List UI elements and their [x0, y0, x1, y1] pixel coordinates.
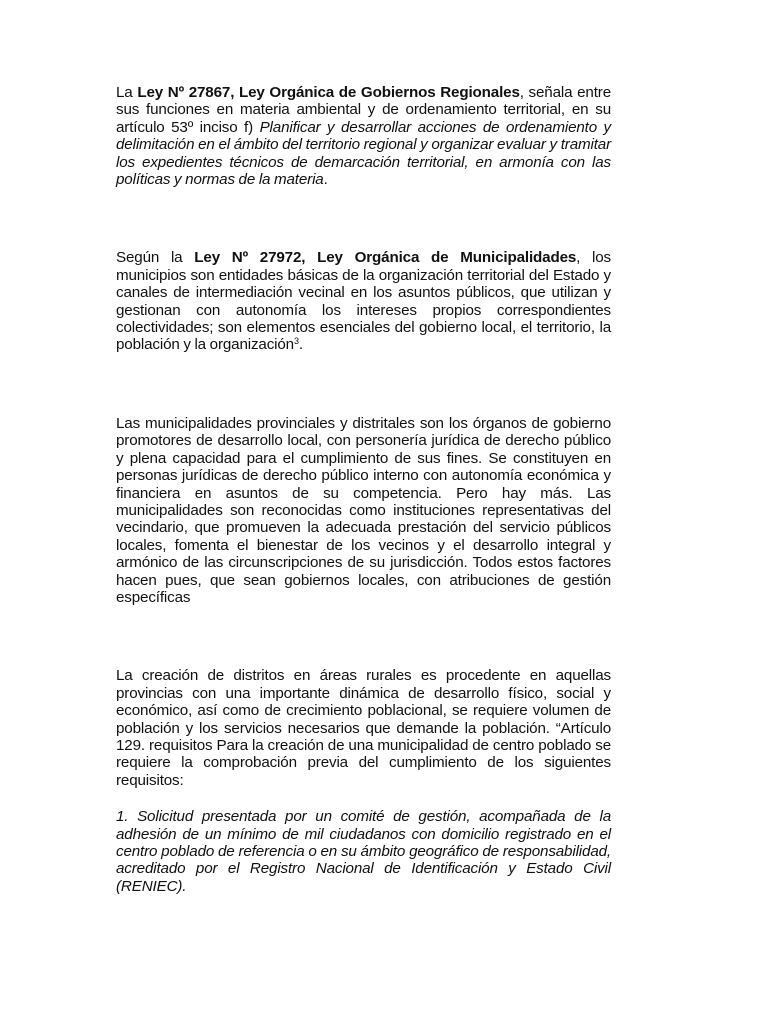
requirement-item-1: 1. Solicitud presentada por un comité de gestión, acompañada de la adhesión de un mínimo de mil ciudadanos con domicilio registrado en el centro poblado de referencia o en su ámbito geográfico de responsabilidad, acreditado por el Registro Nacional de Identificación y Estado Civil (RENIEC).	[116, 808, 611, 895]
paragraph-gobiernos-regionales	[116, 84, 611, 188]
law-citation-27972: Ley Nº 27972, Ley Orgánica de Municipalidades	[194, 249, 577, 267]
footnote-reference: 3	[293, 336, 299, 347]
text-segment: .	[323, 171, 328, 189]
quoted-article-53f: Planificar y desarrollar acciones de ordenamiento y delimitación en el ámbito del territorio regional y organizar evaluar y tramitar los expedientes técnicos de demarcación territorial, en armonía con las políticas y normas de la materia	[116, 118, 611, 189]
paragraph-municipalidades-provinciales: Las municipalidades provinciales y distritales son los órganos de gobierno promotores de desarrollo local, con personería jurídica de derecho público y plena capacidad para el cumplimiento de sus fines. Se constituyen en personas jurídicas de derecho público interno con autonomía económica y financiera en asuntos de su competencia. Pero hay más. Las municipalidades son reconocidas como instituciones representativas del vecindario, que promueven la adecuada prestación del servicio públicos locales, fomenta el bienestar de los vecinos y el desarrollo integral y armónico de las circunscripciones de su jurisdicción. Todos estos factores hacen pues, que sean gobiernos locales, con atribuciones de gestión específicas	[116, 414, 611, 606]
text-segment: Según la	[116, 249, 195, 267]
law-citation-27867: Ley Nº 27867, Ley Orgánica de Gobiernos Regionales	[137, 84, 520, 101]
paragraph-requisito-1	[116, 808, 611, 895]
text-segment: , los municipios son entidades básicas de la organización territorial del Estado y canales de intermediación vecinal en los asuntos públicos, que utilizan y gestionan con autonomía los intereses propios correspondientes colectividades; son elementos esenciales del gobierno local, el territorio, la población y la organización	[116, 249, 611, 354]
text-segment: La	[116, 84, 138, 101]
text-segment: .	[298, 336, 303, 354]
paragraph-municipalidades	[116, 249, 611, 353]
text-segment: , señala entre sus funciones en materia ambiental y de ordenamiento territorial, en su artículo 53º inciso f)	[116, 84, 611, 136]
document-page	[116, 84, 611, 895]
paragraph-creacion-distritos: La creación de distritos en áreas rurales es procedente en aquellas provincias con una importante dinámica de desarrollo físico, social y económico, así como de crecimiento poblacional, se requiere volumen de población y los servicios necesarios que demande la población. “Artículo 129. requisitos Para la creación de una municipalidad de centro poblado se requiere la comprobación previa del cumplimiento de los siguientes requisitos:	[116, 667, 611, 789]
